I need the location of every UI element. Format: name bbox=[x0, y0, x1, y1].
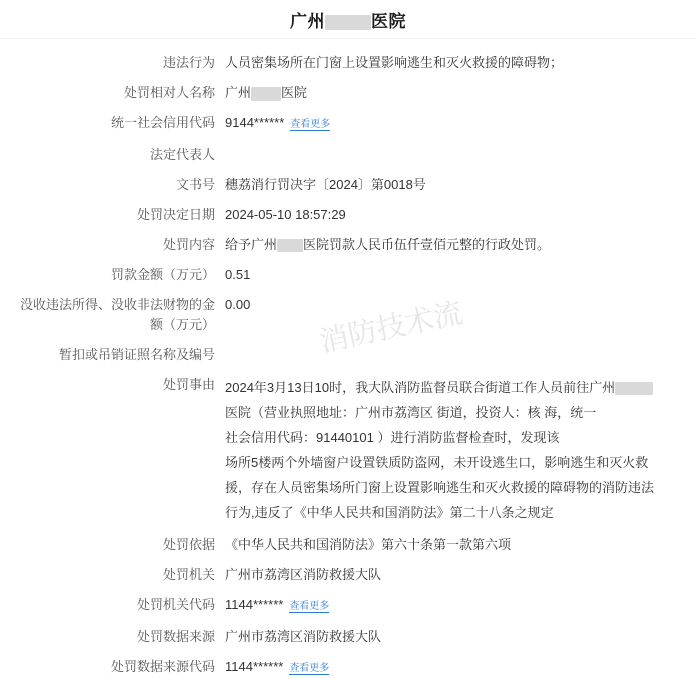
field-label: 暂扣或吊销证照名称及编号 bbox=[58, 347, 215, 362]
field-value bbox=[225, 657, 686, 679]
view-more-link[interactable]: 查看更多 bbox=[289, 601, 330, 612]
field-row-party-name bbox=[10, 83, 686, 103]
redacted-mask bbox=[251, 87, 281, 101]
field-value: 0.51 bbox=[225, 267, 251, 282]
field-value bbox=[225, 83, 686, 103]
field-label: 处罚机关代码 bbox=[136, 597, 215, 612]
data-source-code-value: 1144****** bbox=[225, 659, 284, 674]
penalty-content-suffix: 医院罚款人民币伍仟壹佰元整的行政处罚。 bbox=[303, 237, 551, 252]
redacted-mask bbox=[615, 382, 653, 395]
reason-line-text: 社会信用代码：91440101 ）进行消防监督检查时，发现该 bbox=[225, 430, 560, 445]
reason-line bbox=[225, 400, 676, 425]
field-value bbox=[225, 235, 686, 255]
page-title-suffix: 医院 bbox=[371, 11, 406, 31]
field-label: 处罚相对人名称 bbox=[123, 85, 215, 100]
reason-line bbox=[225, 450, 676, 475]
field-row-violation bbox=[10, 53, 686, 73]
view-more-link[interactable]: 查看更多 bbox=[290, 119, 331, 130]
field-label: 处罚决定日期 bbox=[136, 207, 215, 222]
field-row-decision-date bbox=[10, 205, 686, 225]
field-label: 处罚依据 bbox=[162, 537, 215, 552]
field-row-legal-basis bbox=[10, 535, 686, 555]
reason-line-text: 场所5楼两个外墙窗户设置铁质防盗网，未开设逃生口，影响逃生和灭火救 bbox=[225, 455, 649, 470]
field-row-data-source bbox=[10, 627, 686, 647]
field-label: 处罚内容 bbox=[162, 237, 215, 252]
field-value bbox=[225, 113, 686, 135]
reason-line-text: 医院（营业执照地址：广州市荔湾区 街道，投资人：核 海，统一 bbox=[225, 405, 597, 420]
reason-line bbox=[225, 425, 676, 450]
field-label: 统一社会信用代码 bbox=[110, 115, 215, 130]
field-row-legal-rep bbox=[10, 145, 686, 165]
page-title-prefix: 广州 bbox=[290, 11, 325, 31]
field-value bbox=[225, 375, 686, 525]
authority-code-value: 1144****** bbox=[225, 597, 284, 612]
field-value: 人员密集场所在门窗上设置影响逃生和灭火救援的障碍物； bbox=[225, 55, 564, 70]
redacted-mask bbox=[277, 239, 303, 252]
field-row-credit-code bbox=[10, 113, 686, 135]
field-row-authority-code bbox=[10, 595, 686, 617]
field-value: 《中华人民共和国消防法》第六十条第一款第六项 bbox=[225, 537, 512, 552]
field-value: 2024-05-10 18:57:29 bbox=[225, 207, 346, 222]
field-row-authority bbox=[10, 565, 686, 585]
field-value: 广州市荔湾区消防救援大队 bbox=[225, 629, 382, 644]
detail-field-list bbox=[0, 39, 696, 679]
field-label: 处罚机关 bbox=[162, 567, 215, 582]
field-value: 0.00 bbox=[225, 297, 251, 312]
field-label: 没收违法所得、没收非法财物的金额（万元） bbox=[19, 297, 215, 332]
page-title-bar bbox=[0, 0, 696, 39]
field-label: 处罚数据来源 bbox=[136, 629, 215, 644]
reason-line bbox=[225, 475, 676, 500]
field-row-confiscation-amount bbox=[10, 295, 686, 335]
field-label: 处罚数据来源代码 bbox=[110, 659, 215, 674]
field-label: 违法行为 bbox=[162, 55, 215, 70]
field-value: 广州市荔湾区消防救援大队 bbox=[225, 567, 382, 582]
reason-line bbox=[225, 500, 676, 525]
redacted-mask bbox=[325, 15, 371, 30]
field-value: 穗荔消行罚决字〔2024〕第0018号 bbox=[225, 177, 426, 192]
field-row-suspended-license bbox=[10, 345, 686, 365]
field-row-penalty-content bbox=[10, 235, 686, 255]
reason-line-text: 行为,违反了《中华人民共和国消防法》第二十八条之规定 bbox=[225, 505, 554, 520]
field-row-data-source-code bbox=[10, 657, 686, 679]
credit-code-value: 9144****** bbox=[225, 115, 285, 130]
field-label: 文书号 bbox=[175, 177, 215, 192]
field-row-document-no bbox=[10, 175, 686, 195]
party-name-prefix: 广州 bbox=[225, 85, 252, 100]
page-title bbox=[290, 7, 406, 32]
watermark-text: 消防技术流 bbox=[316, 297, 466, 359]
party-name-suffix: 医院 bbox=[281, 85, 308, 100]
reason-line-text: 援，存在人员密集场所门窗上设置影响逃生和灭火救援的障碍物的消防违法 bbox=[225, 480, 655, 495]
penalty-content-prefix: 给予广州 bbox=[225, 237, 278, 252]
view-more-link[interactable]: 查看更多 bbox=[289, 663, 330, 674]
field-label: 法定代表人 bbox=[149, 147, 215, 162]
field-label: 罚款金额（万元） bbox=[110, 267, 215, 282]
reason-line-text: 2024年3月13日10时，我大队消防监督员联合街道工作人员前往广州 bbox=[225, 380, 616, 395]
field-label: 处罚事由 bbox=[162, 377, 215, 392]
field-row-fine-amount bbox=[10, 265, 686, 285]
field-value bbox=[225, 595, 686, 617]
field-row-penalty-reason bbox=[10, 375, 686, 525]
reason-line bbox=[225, 375, 676, 400]
